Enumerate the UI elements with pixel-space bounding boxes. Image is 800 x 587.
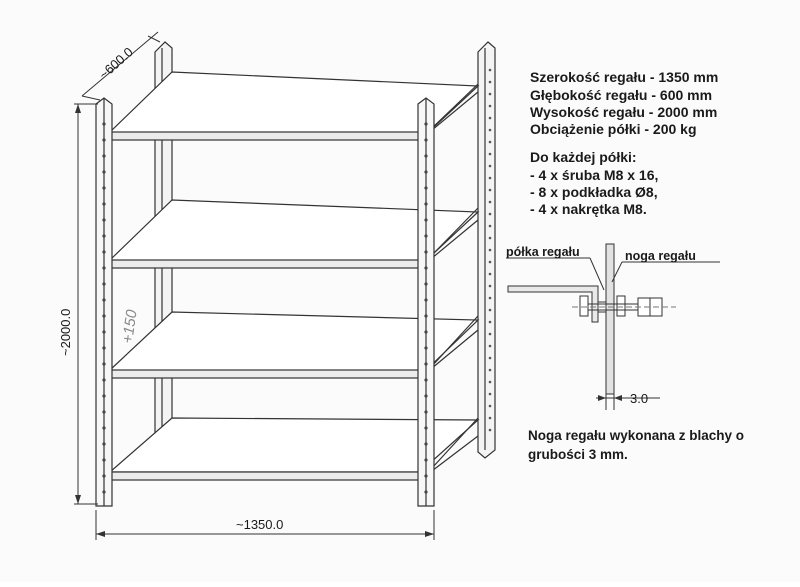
hardware-heading: Do każdej półki: [530, 149, 637, 165]
rear-right-upright [478, 42, 495, 458]
leg-label: noga regału [625, 249, 696, 263]
width-dimension-label: ~1350.0 [236, 517, 284, 532]
spec-depth: Głębokość regału - 600 mm [530, 87, 713, 103]
shelf-label: półka regału [506, 245, 580, 259]
hardware-item-bolts: - 4 x śruba M8 x 16, [530, 167, 659, 183]
height-dimension-label: ~2000.0 [58, 308, 73, 356]
leg-plate [606, 244, 614, 394]
side-cross-bars [432, 84, 478, 468]
specifications [530, 69, 718, 137]
per-shelf-hardware [530, 149, 658, 217]
hardware-item-nuts: - 4 x nakrętka M8. [530, 201, 647, 217]
front-left-upright [96, 98, 112, 506]
depth-dimension-label: ~600.0 [95, 44, 136, 83]
connection-detail [506, 244, 720, 410]
spec-load: Obciążenie półki - 200 kg [530, 121, 697, 137]
front-right-upright [418, 98, 434, 506]
washer-right [617, 296, 625, 316]
thickness-label: 3.0 [630, 391, 649, 406]
material-note-line2: grubości 3 mm. [528, 447, 628, 462]
handwritten-annotation: +150 [119, 308, 141, 345]
spec-height: Wysokość regału - 2000 mm [530, 104, 718, 120]
material-note-line1: Noga regału wykonana z blachy o [528, 428, 745, 443]
hardware-item-washers: - 8 x podkładka Ø8, [530, 184, 658, 200]
washer-left [580, 296, 588, 316]
spec-width: Szerokość regału - 1350 mm [530, 69, 719, 85]
shelving-unit [96, 42, 495, 506]
